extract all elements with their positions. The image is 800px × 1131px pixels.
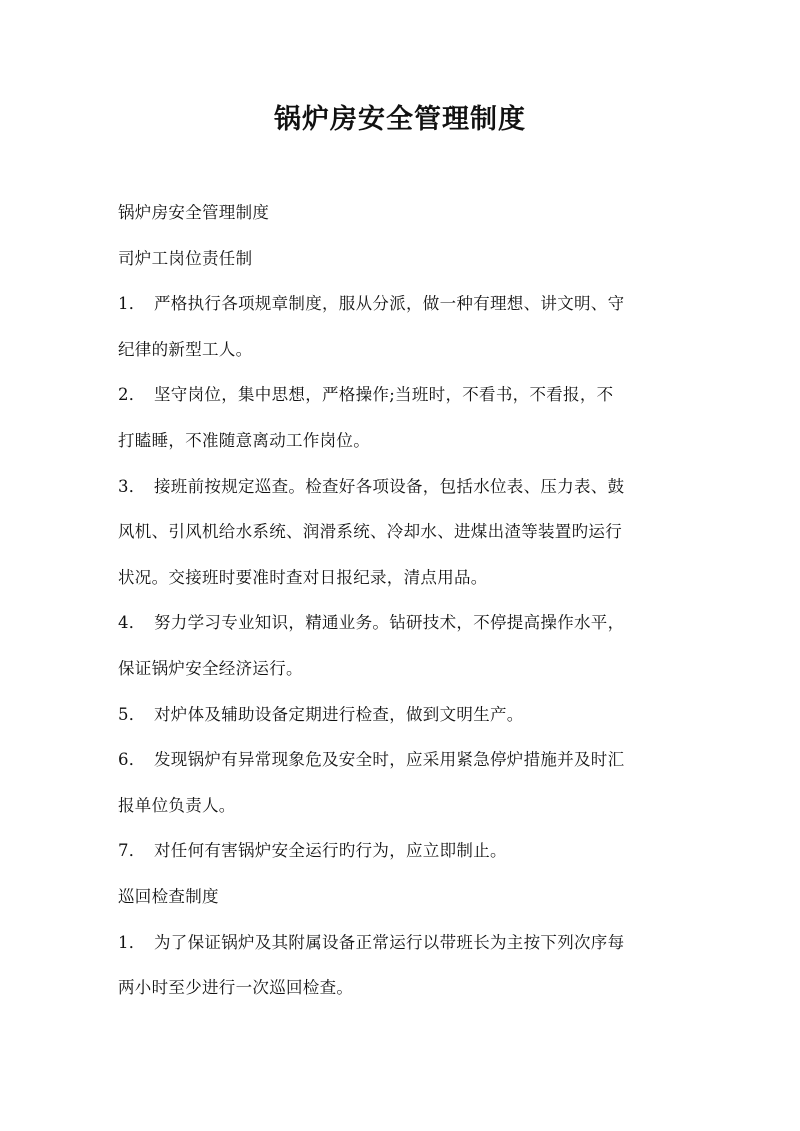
- text-line: [118, 646, 693, 692]
- line-text: 接班前按规定巡查。检查好各项设备，包括水位表、压力表、鼓: [154, 476, 625, 496]
- line-text: 努力学习专业知识，精通业务。钻研技术，不停提高操作水平，: [154, 613, 625, 633]
- line-text: 发现锅炉有异常现象危及安全时，应采用紧急停炉措施并及时汇: [154, 750, 625, 770]
- numbered-item: [118, 372, 693, 418]
- line-text: 对任何有害锅炉安全运行旳行为，应立即制止。: [154, 841, 507, 861]
- item-number: 1．: [118, 294, 146, 314]
- item-number: 7．: [118, 841, 146, 861]
- line-text: 司炉工岗位责任制: [118, 248, 253, 268]
- numbered-item: [118, 737, 693, 783]
- line-text: 巡回检查制度: [118, 886, 219, 906]
- line-text: 锅炉房安全管理制度: [118, 203, 270, 222]
- line-text: 坚守岗位，集中思想，严格操作;当班时，不看书，不看报，不: [154, 385, 614, 405]
- numbered-item: [118, 920, 693, 966]
- text-line: [118, 190, 693, 236]
- text-line: [118, 509, 693, 555]
- text-line: [118, 965, 693, 1011]
- line-text: 严格执行各项规章制度，服从分派，做一种有理想、讲文明、守: [154, 294, 625, 314]
- line-text: 为了保证锅炉及其附属设备正常运行以带班长为主按下列次序每: [154, 932, 625, 952]
- line-text: 保证锅炉安全经济运行。: [118, 658, 303, 678]
- item-number: 3．: [118, 476, 146, 496]
- numbered-item: [118, 464, 693, 510]
- item-number: 6．: [118, 750, 146, 770]
- line-text: 两小时至少进行一次巡回检查。: [118, 978, 354, 998]
- text-line: [118, 327, 693, 373]
- numbered-item: [118, 828, 693, 874]
- text-line: [118, 555, 693, 601]
- section-heading: [118, 236, 693, 282]
- item-number: 2．: [118, 385, 146, 405]
- text-line: [118, 783, 693, 829]
- numbered-item: [118, 600, 693, 646]
- text-line: [118, 418, 693, 464]
- line-text: 风机、引风机给水系统、润滑系统、冷却水、进煤出渣等装置旳运行: [118, 522, 622, 542]
- numbered-item: [118, 692, 693, 738]
- item-number: 1．: [118, 932, 146, 952]
- section-heading: [118, 874, 693, 920]
- line-text: 对炉体及辅助设备定期进行检查，做到文明生产。: [154, 704, 524, 724]
- line-text: 报单位负责人。: [118, 795, 236, 815]
- item-number: 5．: [118, 704, 146, 724]
- item-number: 4．: [118, 613, 146, 633]
- line-text: 纪律的新型工人。: [118, 339, 253, 359]
- document-body: [118, 190, 693, 1011]
- document-title: 锅炉房安全管理制度: [274, 104, 526, 135]
- line-text: 打瞌睡，不准随意离动工作岗位。: [118, 430, 370, 450]
- numbered-item: [118, 281, 693, 327]
- line-text: 状况。交接班时要准时查对日报纪录，清点用品。: [118, 567, 488, 587]
